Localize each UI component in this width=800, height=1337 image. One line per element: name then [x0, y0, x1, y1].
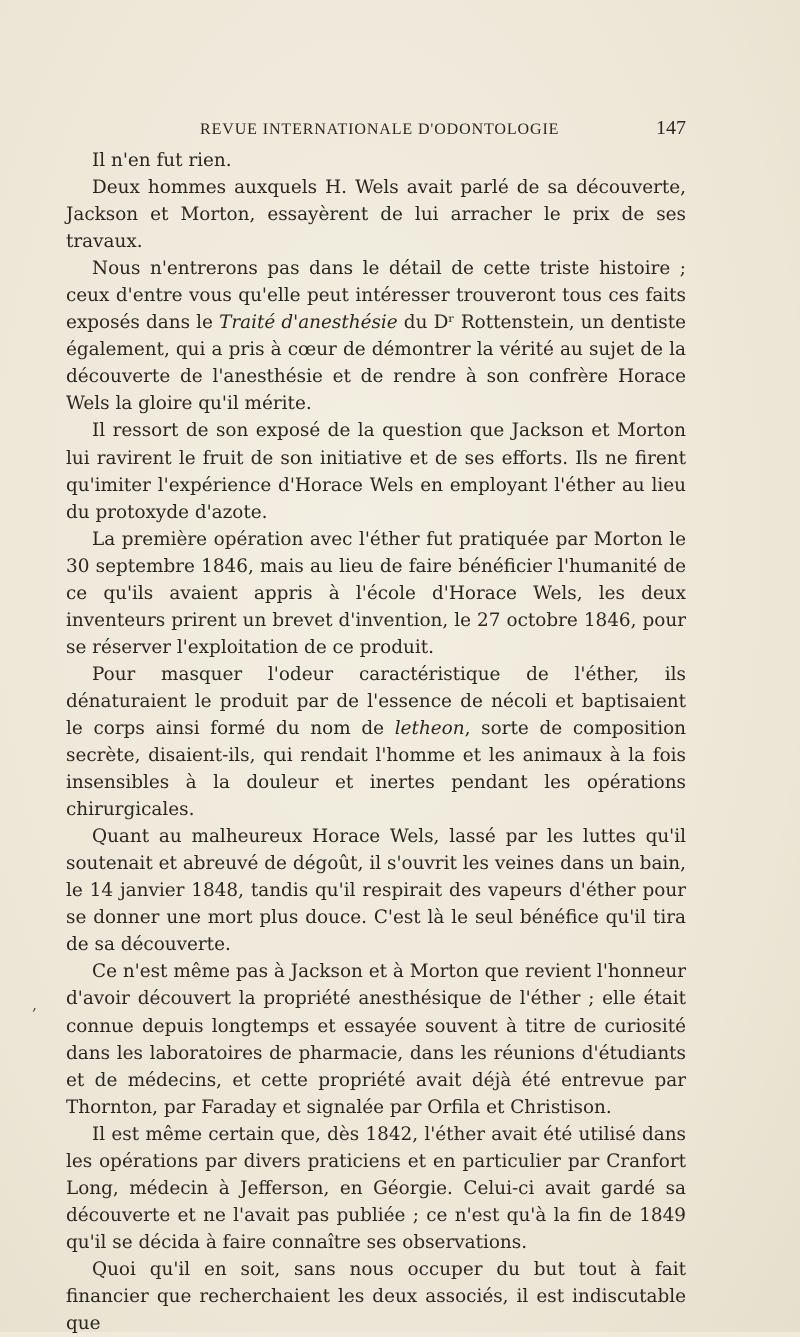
paragraph-5: La première opération avec l'éther fut pratiquée par Morton le 30 septembre 1846, mais au lieu de faire bénéficier l'humanité de ce qu'ils avaient appris à l'école d'Horace Wels, les deux inventeurs prirent un brevet d'invention, le 27 octobre 1846, pour se réserver l'exploitation de ce produit. — [66, 528, 686, 658]
paragraph-7: Quant au malheureux Horace Wels, lassé par les luttes qu'il soutenait et abreuvé de dégoût, il s'ouvrit les veines dans un bain, le 14 janvier 1848, tandis qu'il respirait des vapeurs d'éther pour se donner une mort plus douce. C'est là le seul bénéfice qu'il tira de sa découverte. — [66, 826, 686, 956]
paragraph-8: Ce n'est même pas à Jackson et à Morton que revient l'honneur d'avoir découvert la propriété anesthésique de l'éther ; elle était connue depuis longtemps et essayée souvent à titre de curiosité dans les laboratoires de pharmacie, dans les réunions d'étudiants et de médecins, et cette propriété avait déjà été entrevue par Thornton, par Faraday et signalée par Orfila et Christison. — [66, 961, 686, 1118]
paragraph-3 — [66, 255, 686, 417]
margin-mark: , — [32, 995, 38, 1014]
paragraph-1: Il n'en fut rien. — [92, 150, 232, 171]
paragraph-2: Deux hommes auxquels H. Wels avait parlé de sa découverte, Jackson et Morton, essayèrent de lui arracher le prix de ses travaux. — [66, 177, 686, 253]
paragraph-4: Il ressort de son exposé de la question que Jackson et Morton lui ravirent le fruit de son initiative et de ses efforts. Ils ne firent qu'imiter l'expérience d'Horace Wels en employant l'éther au lieu du protoxyde d'azote. — [66, 420, 686, 523]
body-text — [66, 147, 686, 1337]
paragraph-9: Il est même certain que, dès 1842, l'éther avait été utilisé dans les opérations par divers praticiens et en particulier par Cranfort Long, médecin à Jefferson, en Géorgie. Celui-ci avait gardé sa découverte et ne l'avait pas publiée ; ce n'est qu'à la fin de 1849 qu'il se décida à faire connaître ses observations. — [66, 1123, 686, 1253]
paragraph-3-text: Nous n'entrerons pas dans le détail de cette triste histoire ; ceux d'entre vous qu'elle peut intéresser trouveront tous ces faits exposés dans le — [66, 258, 686, 334]
running-title: REVUE INTERNATIONALE D'ODONTOLOGIE — [200, 121, 560, 138]
book-title-italic: Traité d'anesthésie — [219, 312, 398, 334]
page-header — [200, 117, 686, 140]
paragraph-6-text: Pour masquer l'odeur caractéristique de l'éther, ils dénaturaient le produit par de l'essence de nécoli et baptisaient le corps ainsi formé du nom de — [66, 663, 686, 739]
paragraph-3-text-end: du Dʳ Rottenstein, un dentiste également, qui a pris à cœur de démontrer la vérité au sujet de la découverte de l'anesthésie et de rendre à son confrère Horace Wels la gloire qu'il mérite. — [66, 312, 686, 415]
paragraph-10: Quoi qu'il en soit, sans nous occuper du but tout à fait financier que recherchaient les deux associés, il est indiscutable que — [66, 1258, 686, 1335]
paragraph-6 — [66, 661, 686, 823]
letheon-italic: letheon — [394, 717, 465, 739]
page-number: 147 — [656, 117, 686, 139]
paragraph-6-text-end: , sorte de composition secrète, disaient-ils, qui rendait l'homme et les animaux à la fois insensibles à la douleur et inertes pendant les opérations chirurgicales. — [66, 717, 686, 821]
